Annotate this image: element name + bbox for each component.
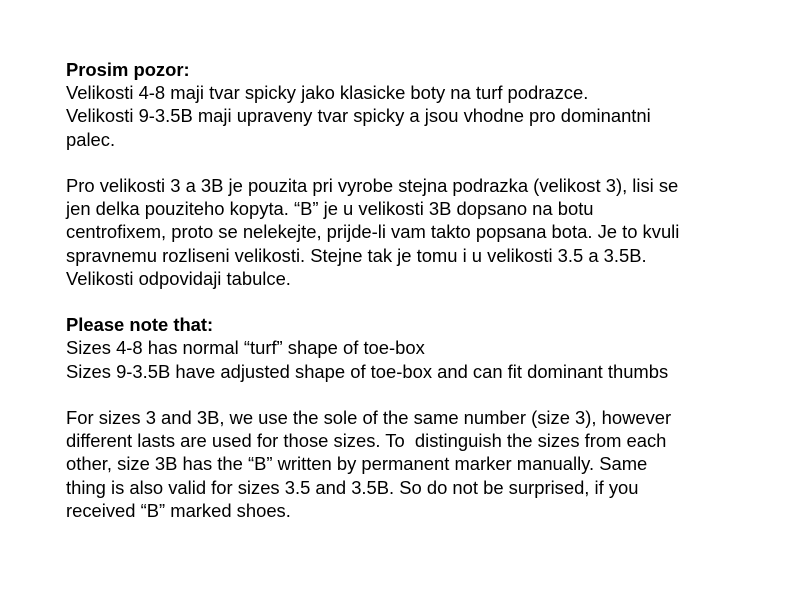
czech-heading: Prosim pozor: bbox=[66, 59, 190, 80]
english-line-1: Sizes 4-8 has normal “turf” shape of toe-box bbox=[66, 337, 425, 359]
english-paragraph-line-3: other, size 3B has the “B” written by permanent marker manually. Same bbox=[66, 453, 648, 475]
czech-paragraph-line-5: Velikosti odpovidaji tabulce. bbox=[66, 267, 291, 289]
english-paragraph-line-2: different lasts are used for those sizes. To distinguish the sizes from each bbox=[66, 430, 667, 452]
czech-line-3: palec. bbox=[66, 128, 116, 150]
czech-paragraph-line-3: centrofixem, proto se nelekejte, prijde-li vam takto popsana bota. Je to kvuli bbox=[66, 221, 680, 243]
english-heading: Please note that: bbox=[66, 314, 214, 336]
czech-paragraph-line-1: Pro velikosti 3 a 3B je pouzita pri vyrobe stejna podrazka (velikost 3), lisi se bbox=[66, 175, 679, 196]
czech-paragraph-line-4: spravnemu rozliseni velikosti. Stejne tak je tomu i u velikosti 3.5 a 3.5B. bbox=[66, 244, 647, 266]
english-paragraph-line-1: For sizes 3 and 3B, we use the sole of the same number (size 3), however bbox=[66, 407, 672, 428]
czech-line-2: Velikosti 9-3.5B maji upraveny tvar spicky a jsou vhodne pro dominantni bbox=[66, 105, 651, 127]
paragraph-gap bbox=[66, 290, 766, 313]
paragraph-gap bbox=[66, 383, 766, 406]
notice-text bbox=[66, 58, 766, 522]
czech-paragraph-line-2: jen delka pouziteho kopyta. “B” je u velikosti 3B dopsano na botu bbox=[66, 198, 594, 220]
english-paragraph-line-4: thing is also valid for sizes 3.5 and 3.5B. So do not be surprised, if you bbox=[66, 476, 639, 498]
paragraph-gap bbox=[66, 151, 766, 174]
czech-line-1: Velikosti 4-8 maji tvar spicky jako klasicke boty na turf podrazce. bbox=[66, 82, 589, 104]
english-paragraph-line-5: received “B” marked shoes. bbox=[66, 499, 291, 521]
english-line-2: Sizes 9-3.5B have adjusted shape of toe-box and can fit dominant thumbs bbox=[66, 360, 669, 382]
